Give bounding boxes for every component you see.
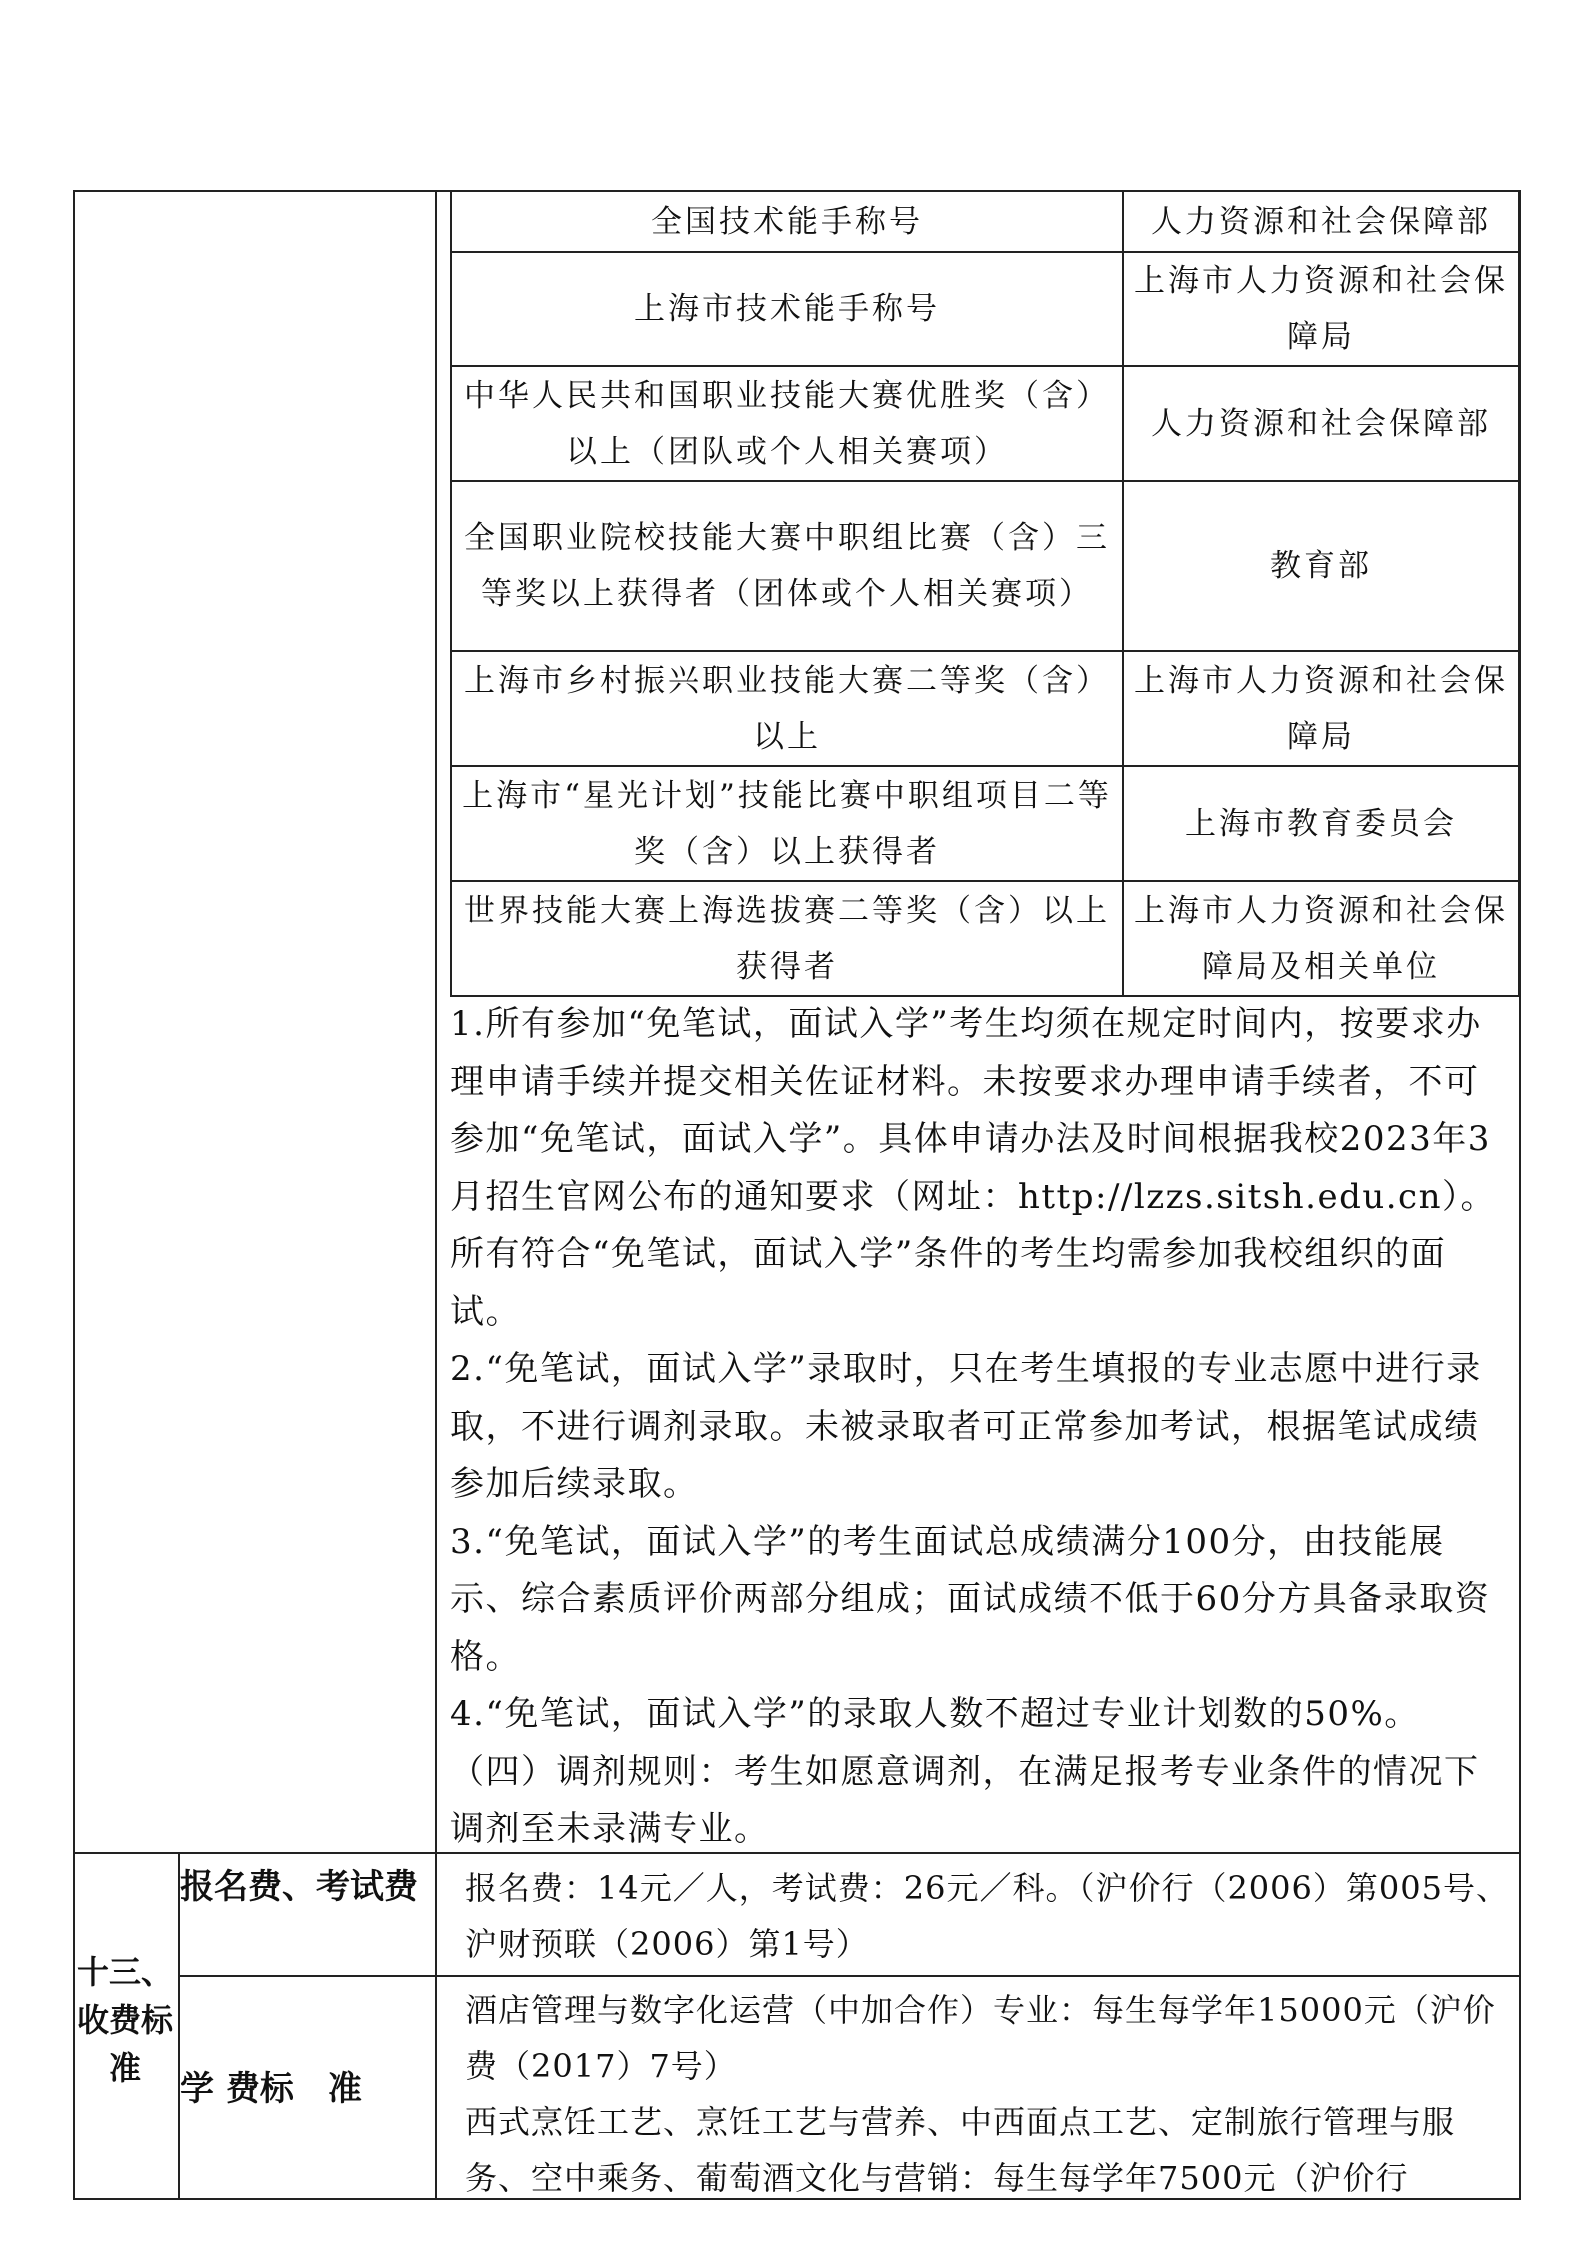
table-row xyxy=(451,191,1519,252)
table-row xyxy=(451,651,1519,766)
award-name: 世界技能大赛上海选拔赛二等奖（含）以上获得者 xyxy=(451,881,1123,996)
award-name: 上海市“星光计划”技能比赛中职组项目二等奖（含）以上获得者 xyxy=(451,766,1123,881)
award-issuer: 人力资源和社会保障部 xyxy=(1123,191,1519,252)
table-row xyxy=(451,252,1519,366)
tuition-label: 学 费标 准 xyxy=(180,2069,362,2109)
fees-section-title: 十三、收费标准 xyxy=(76,1953,173,2087)
award-name: 全国技术能手称号 xyxy=(451,191,1123,252)
tuition-row-border xyxy=(178,1975,1521,1977)
registration-fee-text: 报名费：14元／人，考试费：26元／科。（沪价行（2006）第005号、沪财预联（2006）第1号） xyxy=(465,1869,1509,1963)
award-name: 中华人民共和国职业技能大赛优胜奖（含）以上（团队或个人相关赛项） xyxy=(451,366,1123,481)
note-adjustment-rule: （四）调剂规则：考生如愿意调剂，在满足报考专业条件的情况下调剂至未录满专业。 xyxy=(450,1751,1480,1849)
left-column-divider xyxy=(435,190,437,2200)
award-name: 全国职业院校技能大赛中职组比赛（含）三等奖以上获得者（团体或个人相关赛项） xyxy=(451,481,1123,651)
table-row xyxy=(451,481,1519,651)
registration-fee-label: 报名费、考试费 xyxy=(180,1867,418,1907)
table-row xyxy=(451,766,1519,881)
note-1: 1.所有参加“免笔试，面试入学”考生均须在规定时间内，按要求办理申请手续并提交相关佐证材料。未按要求办理申请手续者，不可参加“免笔试，面试入学”。具体申请办法及时间根据我校2023年3月招生官网公布的通知要求（网址：http://lzzs.sitsh.edu.cn）。所有符合“免笔试，面试入学”条件的考生均需参加我校组织的面试。 xyxy=(450,1004,1496,1332)
award-issuer: 上海市教育委员会 xyxy=(1123,766,1519,881)
tuition-line: 酒店管理与数字化运营（中加合作）专业：每生每学年15000元（沪价费（2017）7号） xyxy=(465,1991,1496,2085)
award-issuer: 人力资源和社会保障部 xyxy=(1123,366,1519,481)
award-issuer: 上海市人力资源和社会保障局 xyxy=(1123,651,1519,766)
awards-table xyxy=(450,190,1520,997)
note-3: 3.“免笔试，面试入学”的考生面试总成绩满分100分，由技能展示、综合素质评价两部分组成；面试成绩不低于60分方具备录取资格。 xyxy=(450,1521,1491,1677)
note-4: 4.“免笔试，面试入学”的录取人数不超过专业计划数的50%。 xyxy=(450,1694,1420,1734)
award-name: 上海市乡村振兴职业技能大赛二等奖（含）以上 xyxy=(451,651,1123,766)
note-2: 2.“免笔试，面试入学”录取时，只在考生填报的专业志愿中进行录取，不进行调剂录取。未被录取者可正常参加考试，根据笔试成绩参加后续录取。 xyxy=(450,1349,1482,1504)
table-row xyxy=(451,881,1519,996)
award-issuer: 上海市人力资源和社会保障局及相关单位 xyxy=(1123,881,1519,996)
tuition-line: 西式烹饪工艺、烹饪工艺与营养、中西面点工艺、定制旅行管理与服务、空中乘务、葡萄酒文化与营销：每生每学年7500元（沪价行 xyxy=(465,2103,1456,2197)
tuition-text xyxy=(465,1982,1510,2206)
table-row xyxy=(451,366,1519,481)
admission-notes xyxy=(450,996,1510,1859)
award-issuer: 上海市人力资源和社会保障局 xyxy=(1123,252,1519,366)
award-name: 上海市技术能手称号 xyxy=(451,252,1123,366)
award-issuer: 教育部 xyxy=(1123,481,1519,651)
